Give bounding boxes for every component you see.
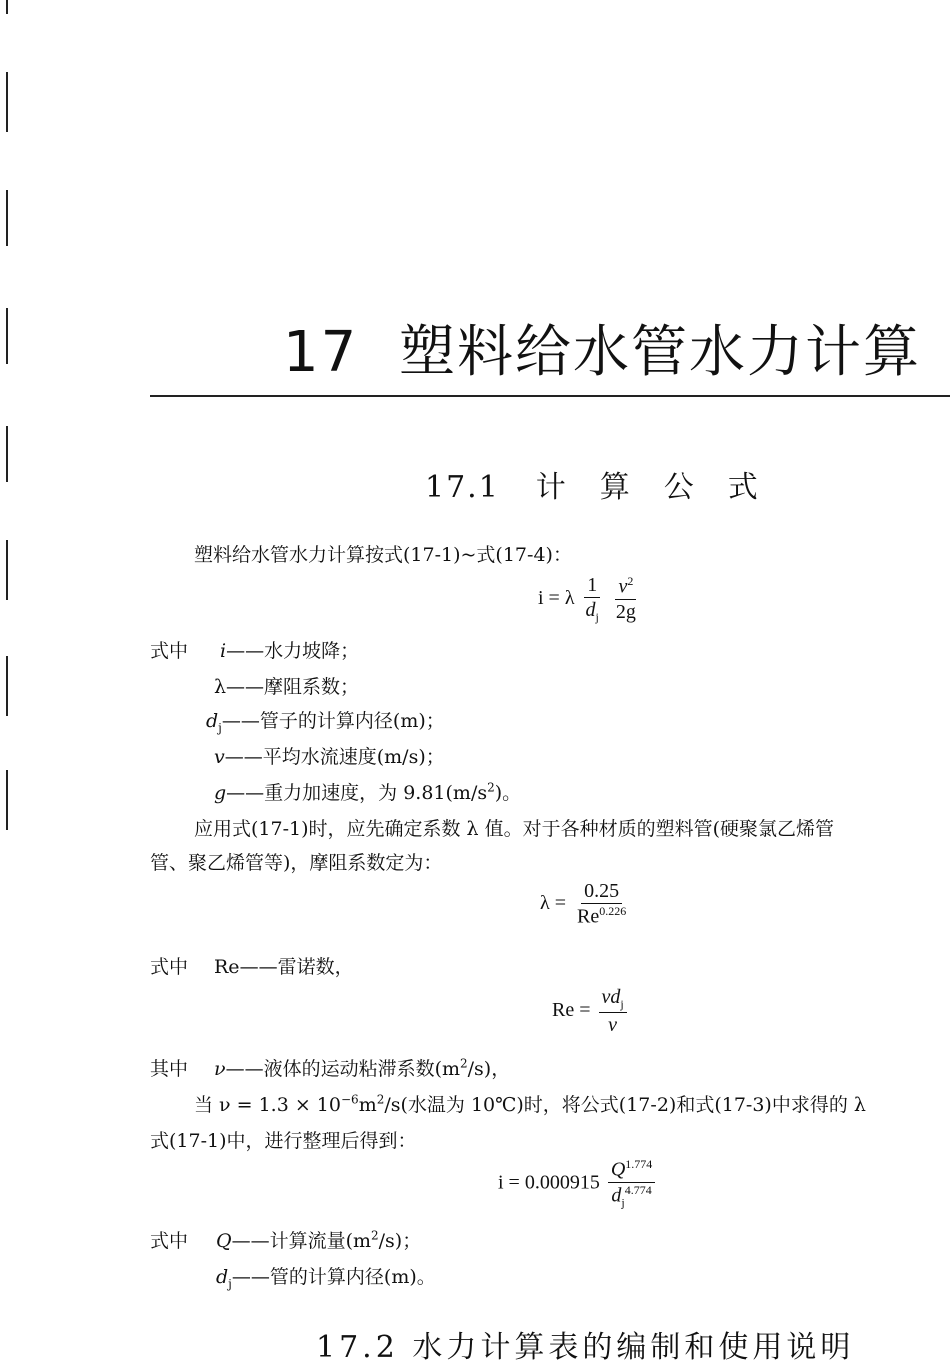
- binding-mark: [6, 0, 8, 14]
- legend-symbol: i: [220, 640, 227, 662]
- binding-mark: [6, 770, 8, 830]
- eq4-den-sub: j: [621, 1195, 625, 1210]
- eq4-lhs: i = 0.000915: [498, 1171, 600, 1194]
- legend-symbol: ν: [214, 1058, 226, 1080]
- para3-sup: −6: [340, 1092, 359, 1107]
- para3-sup2: 2: [376, 1092, 385, 1107]
- legend-desc: 水力坡降；: [264, 640, 360, 662]
- legend-dash: ——: [239, 956, 278, 978]
- legend-desc: 液体的运动粘滞系数(m: [263, 1058, 460, 1080]
- equation-17-3: [552, 986, 630, 1037]
- legend-dash: ——: [226, 782, 265, 804]
- next-section-heading: 17.2 水力计算表的编制和使用说明: [316, 1330, 855, 1365]
- eq3-num-sub: j: [620, 997, 624, 1011]
- legend-desc: 平均水流速度(m/s)；: [262, 746, 445, 768]
- legend-dash: ——: [221, 710, 260, 732]
- legend-sup: 2: [460, 1056, 468, 1071]
- equation-17-1: [538, 574, 642, 624]
- para3-line1: [194, 1090, 866, 1117]
- eq4-num-var: Q: [610, 1158, 626, 1181]
- binding-mark: [6, 540, 8, 600]
- eq2-den-base: Re: [576, 905, 600, 928]
- binding-mark: [6, 72, 8, 132]
- para3-line2: 式(17-1)中，进行整理后得到：: [150, 1130, 417, 1152]
- legend-symbol: v: [214, 746, 225, 768]
- section-number: 17.1: [425, 470, 500, 505]
- legend-symbol: d: [206, 710, 219, 732]
- para3-a: 当 ν = 1.3 × 10: [194, 1094, 341, 1116]
- legend-dash: ——: [225, 1058, 264, 1080]
- legend-dash: ——: [231, 1230, 270, 1252]
- legend-desc: 摩阻系数；: [264, 676, 360, 698]
- eq1-numerator-1: 1: [584, 574, 600, 598]
- legend-tail: /s)，: [467, 1058, 511, 1080]
- binding-mark: [6, 656, 8, 716]
- legend1-item-dj: [206, 706, 445, 735]
- chapter-number: 17: [283, 320, 359, 385]
- eq1-denominator-2: 2g: [615, 600, 636, 623]
- legend1-item-g: [214, 778, 521, 805]
- eq3-fraction: [599, 986, 627, 1037]
- legend-tail: )。: [494, 782, 522, 804]
- legend-desc: 管的计算内径(m)。: [269, 1266, 436, 1288]
- section-heading: [425, 462, 792, 506]
- eq4-fraction: [608, 1158, 655, 1210]
- eq1-denominator-1: [583, 598, 602, 624]
- legend-symbol: λ: [214, 676, 227, 698]
- legend-symbol: d: [216, 1266, 229, 1288]
- legend-dash: ——: [226, 676, 265, 698]
- para2-line1: 应用式(17-1)时，应先确定系数 λ 值。对于各种材质的塑料管(硬聚氯乙烯管: [194, 818, 835, 840]
- intro-paragraph: 塑料给水管水力计算按式(17-1)~式(17-4)：: [194, 544, 572, 566]
- legend-tail: /s)；: [378, 1230, 422, 1252]
- legend4-item-dj: [216, 1262, 436, 1291]
- legend-desc: 雷诺数，: [277, 956, 354, 978]
- eq1-numerator-2: [615, 575, 636, 600]
- eq1-den-var: d: [585, 599, 596, 621]
- eq3-lhs: Re =: [552, 998, 591, 1021]
- legend-symbol: Q: [216, 1230, 232, 1252]
- eq1-lhs: i = λ: [538, 586, 575, 609]
- eq1-num-var: v: [618, 575, 628, 598]
- eq2-lhs: λ =: [540, 891, 566, 914]
- legend4-prefix: 式中: [150, 1230, 189, 1252]
- legend1-item-lambda: [214, 672, 359, 699]
- legend1-prefix: 式中: [150, 640, 189, 662]
- legend-sub: j: [228, 1276, 232, 1291]
- para2-line2: 管、聚乙烯管等)，摩阻系数定为：: [150, 852, 443, 874]
- legend-symbol: g: [214, 782, 227, 804]
- binding-mark: [6, 426, 8, 482]
- chapter-heading: [283, 308, 921, 388]
- legend-symbol: Re: [214, 956, 240, 978]
- para3-b: m: [358, 1094, 377, 1116]
- eq4-numerator: [608, 1158, 655, 1183]
- legend-sup: 2: [487, 780, 495, 795]
- eq4-denominator: [608, 1183, 654, 1210]
- eq3-numerator: [599, 986, 627, 1013]
- legend3-prefix: 其中: [150, 1058, 189, 1080]
- eq3-num-a: v: [601, 986, 611, 1008]
- eq1-num-sup: 2: [627, 573, 634, 588]
- equation-17-2: [540, 880, 632, 929]
- legend4-item-q: [216, 1226, 421, 1253]
- binding-mark: [6, 308, 8, 364]
- legend3-item-nu: [214, 1054, 510, 1081]
- para3-c: /s(水温为 10℃)时，将公式(17-2)和式(17-3)中求得的 λ: [384, 1094, 866, 1116]
- legend-sub: j: [218, 720, 222, 735]
- binding-mark: [6, 190, 8, 246]
- eq4-den-var: d: [611, 1184, 622, 1207]
- eq2-denominator: [574, 904, 629, 929]
- eq2-fraction: [574, 880, 629, 929]
- eq4-den-sup: 4.774: [624, 1182, 652, 1197]
- legend-dash: ——: [226, 640, 265, 662]
- legend-sup: 2: [371, 1228, 379, 1243]
- eq1-fraction-1: [583, 574, 602, 624]
- legend-dash: ——: [224, 746, 263, 768]
- legend-desc: 计算流量(m: [269, 1230, 372, 1252]
- legend2-item-re: [214, 952, 354, 979]
- section-title: 计算公式: [535, 470, 792, 505]
- eq2-den-sup: 0.226: [599, 904, 627, 918]
- eq4-num-sup: 1.774: [625, 1157, 653, 1171]
- legend1-item-i: [220, 636, 359, 663]
- eq1-fraction-2: [613, 575, 639, 624]
- eq2-numerator: 0.25: [581, 880, 622, 904]
- equation-17-4: [498, 1158, 658, 1210]
- legend1-item-v: [214, 742, 445, 769]
- eq3-den: ν: [608, 1013, 618, 1036]
- chapter-rule: [150, 395, 950, 397]
- legend-desc: 重力加速度，为 9.81(m/s: [264, 782, 488, 804]
- legend-dash: ——: [231, 1266, 270, 1288]
- legend2-prefix: 式中: [150, 956, 189, 978]
- legend-desc: 管子的计算内径(m)；: [259, 710, 445, 732]
- chapter-title: 塑料给水管水力计算: [399, 320, 921, 385]
- eq3-num-b: d: [610, 986, 621, 1008]
- eq1-den-sub: j: [595, 610, 599, 624]
- eq3-denominator: [605, 1013, 620, 1037]
